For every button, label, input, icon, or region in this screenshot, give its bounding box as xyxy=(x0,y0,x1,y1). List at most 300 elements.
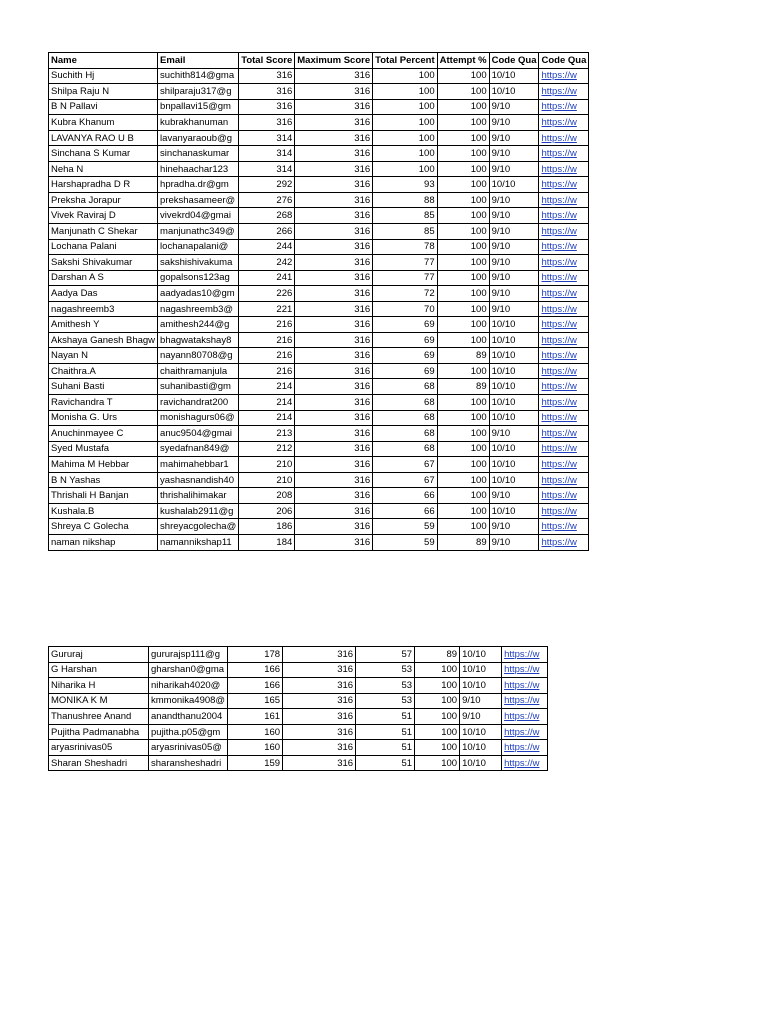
cell-email: monishagurs06@ xyxy=(158,410,239,426)
cell-maximum-score: 316 xyxy=(295,488,373,504)
cell-email: shilparaju317@g xyxy=(158,84,239,100)
table-row xyxy=(49,301,589,317)
cell-code-quality: 10/10 xyxy=(489,395,539,411)
header-attempt-percent: Attempt % xyxy=(437,53,489,69)
cell-name: Syed Mustafa xyxy=(49,441,158,457)
cell-maximum-score: 316 xyxy=(295,379,373,395)
cell-name: Vivek Raviraj D xyxy=(49,208,158,224)
cell-code-quality: 9/10 xyxy=(489,426,539,442)
cell-total-percent: 100 xyxy=(373,115,437,131)
cell-code-quality-link[interactable]: https://w xyxy=(539,130,589,146)
cell-name: Nayan N xyxy=(49,348,158,364)
cell-total-percent: 53 xyxy=(356,678,415,694)
cell-total-score: 186 xyxy=(239,519,295,535)
cell-maximum-score: 316 xyxy=(283,740,356,756)
cell-email: sakshishivakuma xyxy=(158,255,239,271)
cell-email: prekshasameer@ xyxy=(158,192,239,208)
cell-total-percent: 53 xyxy=(356,662,415,678)
cell-code-quality: 9/10 xyxy=(460,693,502,709)
cell-name: Suchith Hj xyxy=(49,68,158,84)
cell-total-percent: 67 xyxy=(373,472,437,488)
cell-email: gopalsons123ag xyxy=(158,270,239,286)
cell-code-quality-link[interactable]: https://w xyxy=(539,192,589,208)
cell-attempt-percent: 100 xyxy=(437,270,489,286)
cell-total-percent: 51 xyxy=(356,709,415,725)
cell-maximum-score: 316 xyxy=(295,441,373,457)
cell-name: Akshaya Ganesh Bhagw xyxy=(49,332,158,348)
cell-name: B N Pallavi xyxy=(49,99,158,115)
cell-code-quality-link[interactable]: https://w xyxy=(539,84,589,100)
cell-total-percent: 70 xyxy=(373,301,437,317)
cell-code-quality: 10/10 xyxy=(489,410,539,426)
cell-code-quality-link[interactable]: https://w xyxy=(539,534,589,550)
table-row xyxy=(49,693,548,709)
cell-attempt-percent: 100 xyxy=(437,130,489,146)
table-row xyxy=(49,740,548,756)
cell-total-score: 216 xyxy=(239,363,295,379)
cell-code-quality: 10/10 xyxy=(489,379,539,395)
table-row xyxy=(49,68,589,84)
header-row xyxy=(49,53,589,69)
cell-code-quality: 10/10 xyxy=(460,740,502,756)
cell-code-quality: 10/10 xyxy=(460,662,502,678)
cell-total-score: 242 xyxy=(239,255,295,271)
cell-code-quality: 9/10 xyxy=(460,709,502,725)
cell-email: hpradha.dr@gm xyxy=(158,177,239,193)
cell-maximum-score: 316 xyxy=(295,534,373,550)
cell-total-score: 266 xyxy=(239,224,295,240)
cell-total-score: 178 xyxy=(228,647,283,663)
table-row xyxy=(49,224,589,240)
cell-code-quality-link[interactable]: https://w xyxy=(539,363,589,379)
cell-name: B N Yashas xyxy=(49,472,158,488)
cell-code-quality-link[interactable]: https://w xyxy=(539,146,589,162)
cell-email: nagashreemb3@ xyxy=(158,301,239,317)
table-row xyxy=(49,317,589,333)
cell-total-score: 166 xyxy=(228,662,283,678)
cell-code-quality: 9/10 xyxy=(489,161,539,177)
cell-maximum-score: 316 xyxy=(295,503,373,519)
cell-total-percent: 59 xyxy=(373,534,437,550)
cell-name: MONIKA K M xyxy=(49,693,149,709)
cell-total-percent: 100 xyxy=(373,146,437,162)
cell-attempt-percent: 89 xyxy=(437,348,489,364)
cell-code-quality-link[interactable]: https://w xyxy=(502,662,548,678)
cell-name: Sharan Sheshadri xyxy=(49,755,149,771)
cell-email: thrishalihimakar xyxy=(158,488,239,504)
table-row xyxy=(49,503,589,519)
cell-attempt-percent: 100 xyxy=(437,488,489,504)
cell-code-quality-link[interactable]: https://w xyxy=(502,693,548,709)
cell-email: kushalab2911@g xyxy=(158,503,239,519)
cell-attempt-percent: 100 xyxy=(437,161,489,177)
cell-code-quality-link[interactable]: https://w xyxy=(502,755,548,771)
cell-total-percent: 68 xyxy=(373,441,437,457)
cell-total-percent: 100 xyxy=(373,130,437,146)
cell-maximum-score: 316 xyxy=(295,161,373,177)
cell-maximum-score: 316 xyxy=(283,662,356,678)
cell-attempt-percent: 100 xyxy=(437,68,489,84)
table-row xyxy=(49,410,589,426)
cell-total-score: 161 xyxy=(228,709,283,725)
cell-total-score: 206 xyxy=(239,503,295,519)
cell-code-quality-link[interactable]: https://w xyxy=(539,99,589,115)
cell-maximum-score: 316 xyxy=(295,286,373,302)
cell-email: amithesh244@g xyxy=(158,317,239,333)
table-row xyxy=(49,755,548,771)
cell-attempt-percent: 100 xyxy=(437,410,489,426)
cell-name: aryasrinivas05 xyxy=(49,740,149,756)
cell-code-quality: 9/10 xyxy=(489,192,539,208)
cell-total-score: 241 xyxy=(239,270,295,286)
cell-code-quality-link[interactable]: https://w xyxy=(539,224,589,240)
cell-name: Shreya C Golecha xyxy=(49,519,158,535)
cell-total-percent: 77 xyxy=(373,255,437,271)
cell-email: pujitha.p05@gm xyxy=(149,724,228,740)
cell-code-quality: 9/10 xyxy=(489,99,539,115)
cell-email: aadyadas10@gm xyxy=(158,286,239,302)
cell-maximum-score: 316 xyxy=(295,224,373,240)
cell-code-quality-link[interactable]: https://w xyxy=(539,161,589,177)
cell-attempt-percent: 100 xyxy=(437,84,489,100)
cell-code-quality-link[interactable]: https://w xyxy=(539,255,589,271)
table-row xyxy=(49,395,589,411)
cell-maximum-score: 316 xyxy=(295,192,373,208)
cell-name: Thanushree Anand xyxy=(49,709,149,725)
cell-maximum-score: 316 xyxy=(295,363,373,379)
cell-code-quality: 10/10 xyxy=(489,317,539,333)
cell-maximum-score: 316 xyxy=(283,709,356,725)
cell-total-percent: 51 xyxy=(356,724,415,740)
cell-total-score: 316 xyxy=(239,68,295,84)
cell-name: Preksha Jorapur xyxy=(49,192,158,208)
header-name: Name xyxy=(49,53,158,69)
cell-attempt-percent: 100 xyxy=(437,395,489,411)
cell-code-quality-link[interactable]: https://w xyxy=(539,410,589,426)
header-total-score: Total Score xyxy=(239,53,295,69)
cell-code-quality-link[interactable]: https://w xyxy=(502,740,548,756)
cell-attempt-percent: 100 xyxy=(437,224,489,240)
cell-code-quality: 9/10 xyxy=(489,255,539,271)
cell-code-quality-link[interactable]: https://w xyxy=(539,519,589,535)
cell-email: vivekrd04@gmai xyxy=(158,208,239,224)
cell-total-percent: 78 xyxy=(373,239,437,255)
cell-attempt-percent: 100 xyxy=(437,503,489,519)
table-row xyxy=(49,161,589,177)
cell-total-percent: 68 xyxy=(373,426,437,442)
cell-attempt-percent: 100 xyxy=(437,208,489,224)
header-code-quality-link: Code Qua xyxy=(539,53,589,69)
table-row xyxy=(49,647,548,663)
cell-maximum-score: 316 xyxy=(295,146,373,162)
cell-attempt-percent: 100 xyxy=(437,177,489,193)
cell-total-score: 226 xyxy=(239,286,295,302)
table-row xyxy=(49,363,589,379)
cell-code-quality-link[interactable]: https://w xyxy=(502,647,548,663)
cell-maximum-score: 316 xyxy=(295,99,373,115)
cell-code-quality-link[interactable]: https://w xyxy=(539,270,589,286)
cell-total-score: 212 xyxy=(239,441,295,457)
table-row xyxy=(49,441,589,457)
cell-attempt-percent: 100 xyxy=(437,363,489,379)
cell-total-score: 216 xyxy=(239,332,295,348)
cell-code-quality: 10/10 xyxy=(489,177,539,193)
table-row xyxy=(49,534,589,550)
cell-email: gharshan0@gma xyxy=(149,662,228,678)
cell-code-quality-link[interactable]: https://w xyxy=(539,379,589,395)
results-table-continued xyxy=(48,646,548,771)
cell-name: Mahima M Hebbar xyxy=(49,457,158,473)
cell-total-percent: 93 xyxy=(373,177,437,193)
cell-code-quality-link[interactable]: https://w xyxy=(539,457,589,473)
table-row xyxy=(49,177,589,193)
cell-name: Harshapradha D R xyxy=(49,177,158,193)
cell-maximum-score: 316 xyxy=(283,724,356,740)
cell-attempt-percent: 100 xyxy=(437,426,489,442)
cell-maximum-score: 316 xyxy=(283,693,356,709)
cell-total-score: 213 xyxy=(239,426,295,442)
cell-maximum-score: 316 xyxy=(295,348,373,364)
cell-email: syedafnan849@ xyxy=(158,441,239,457)
cell-total-percent: 85 xyxy=(373,224,437,240)
cell-code-quality: 10/10 xyxy=(489,68,539,84)
cell-total-percent: 77 xyxy=(373,270,437,286)
cell-maximum-score: 316 xyxy=(283,647,356,663)
cell-code-quality: 10/10 xyxy=(489,332,539,348)
table-row xyxy=(49,457,589,473)
cell-code-quality-link[interactable]: https://w xyxy=(502,709,548,725)
cell-email: kubrakhanuman xyxy=(158,115,239,131)
cell-total-percent: 69 xyxy=(373,317,437,333)
cell-email: mahimahebbar1 xyxy=(158,457,239,473)
cell-attempt-percent: 100 xyxy=(437,192,489,208)
cell-total-percent: 100 xyxy=(373,99,437,115)
cell-code-quality-link[interactable]: https://w xyxy=(539,239,589,255)
cell-name: Shilpa Raju N xyxy=(49,84,158,100)
table-row xyxy=(49,426,589,442)
cell-code-quality: 10/10 xyxy=(489,84,539,100)
cell-maximum-score: 316 xyxy=(295,301,373,317)
cell-name: Manjunath C Shekar xyxy=(49,224,158,240)
cell-total-score: 159 xyxy=(228,755,283,771)
cell-attempt-percent: 100 xyxy=(415,740,460,756)
cell-attempt-percent: 100 xyxy=(437,301,489,317)
cell-name: Sakshi Shivakumar xyxy=(49,255,158,271)
cell-code-quality: 10/10 xyxy=(489,348,539,364)
cell-total-percent: 100 xyxy=(373,84,437,100)
cell-total-score: 276 xyxy=(239,192,295,208)
cell-code-quality-link[interactable]: https://w xyxy=(539,208,589,224)
cell-name: Kushala.B xyxy=(49,503,158,519)
cell-attempt-percent: 100 xyxy=(415,693,460,709)
table-row xyxy=(49,332,589,348)
cell-maximum-score: 316 xyxy=(295,457,373,473)
cell-email: aryasrinivas05@ xyxy=(149,740,228,756)
cell-maximum-score: 316 xyxy=(295,68,373,84)
cell-code-quality-link[interactable]: https://w xyxy=(539,441,589,457)
cell-email: hinehaachar123 xyxy=(158,161,239,177)
cell-code-quality-link[interactable]: https://w xyxy=(539,286,589,302)
table-row xyxy=(49,709,548,725)
cell-email: suhanibasti@gm xyxy=(158,379,239,395)
cell-total-score: 314 xyxy=(239,161,295,177)
header-total-percent: Total Percent xyxy=(373,53,437,69)
table-row xyxy=(49,662,548,678)
cell-maximum-score: 316 xyxy=(295,208,373,224)
cell-code-quality: 10/10 xyxy=(460,755,502,771)
cell-maximum-score: 316 xyxy=(295,255,373,271)
cell-name: LAVANYA RAO U B xyxy=(49,130,158,146)
cell-attempt-percent: 100 xyxy=(437,332,489,348)
cell-attempt-percent: 100 xyxy=(415,662,460,678)
cell-maximum-score: 316 xyxy=(283,755,356,771)
cell-name: Aadya Das xyxy=(49,286,158,302)
cell-attempt-percent: 100 xyxy=(415,678,460,694)
cell-total-percent: 68 xyxy=(373,410,437,426)
cell-code-quality-link[interactable]: https://w xyxy=(539,115,589,131)
cell-total-score: 210 xyxy=(239,457,295,473)
cell-total-percent: 69 xyxy=(373,363,437,379)
cell-name: Darshan A S xyxy=(49,270,158,286)
cell-code-quality: 10/10 xyxy=(489,441,539,457)
cell-email: nayann80708@g xyxy=(158,348,239,364)
cell-name: Niharika H xyxy=(49,678,149,694)
cell-code-quality-link[interactable]: https://w xyxy=(502,724,548,740)
table-row xyxy=(49,99,589,115)
cell-email: kmmonika4908@ xyxy=(149,693,228,709)
cell-maximum-score: 316 xyxy=(295,395,373,411)
cell-code-quality-link[interactable]: https://w xyxy=(539,177,589,193)
cell-maximum-score: 316 xyxy=(295,317,373,333)
cell-total-percent: 100 xyxy=(373,161,437,177)
cell-name: Sinchana S Kumar xyxy=(49,146,158,162)
table-row xyxy=(49,208,589,224)
cell-code-quality: 9/10 xyxy=(489,286,539,302)
cell-code-quality-link[interactable]: https://w xyxy=(539,68,589,84)
cell-attempt-percent: 100 xyxy=(437,146,489,162)
cell-code-quality: 10/10 xyxy=(460,647,502,663)
cell-name: naman nikshap xyxy=(49,534,158,550)
cell-total-percent: 72 xyxy=(373,286,437,302)
table-row xyxy=(49,724,548,740)
cell-code-quality: 10/10 xyxy=(460,678,502,694)
cell-total-score: 210 xyxy=(239,472,295,488)
cell-total-score: 160 xyxy=(228,724,283,740)
cell-total-score: 214 xyxy=(239,410,295,426)
cell-total-percent: 88 xyxy=(373,192,437,208)
cell-total-score: 316 xyxy=(239,84,295,100)
cell-email: suchith814@gma xyxy=(158,68,239,84)
cell-total-percent: 69 xyxy=(373,348,437,364)
cell-total-score: 160 xyxy=(228,740,283,756)
cell-name: Neha N xyxy=(49,161,158,177)
cell-email: namannikshap11 xyxy=(158,534,239,550)
cell-attempt-percent: 100 xyxy=(437,239,489,255)
cell-code-quality-link[interactable]: https://w xyxy=(539,426,589,442)
cell-maximum-score: 316 xyxy=(295,84,373,100)
table-row xyxy=(49,239,589,255)
cell-email: bnpallavi15@gm xyxy=(158,99,239,115)
table-row xyxy=(49,488,589,504)
cell-name: Pujitha Padmanabha xyxy=(49,724,149,740)
cell-name: Chaithra.A xyxy=(49,363,158,379)
cell-total-percent: 51 xyxy=(356,755,415,771)
cell-total-score: 214 xyxy=(239,395,295,411)
cell-total-score: 314 xyxy=(239,146,295,162)
cell-email: sinchanaskumar xyxy=(158,146,239,162)
cell-code-quality: 10/10 xyxy=(489,363,539,379)
cell-total-percent: 69 xyxy=(373,332,437,348)
cell-email: gururajsp111@g xyxy=(149,647,228,663)
cell-code-quality: 9/10 xyxy=(489,146,539,162)
cell-email: anandthanu2004 xyxy=(149,709,228,725)
cell-code-quality: 10/10 xyxy=(489,503,539,519)
cell-code-quality-link[interactable]: https://w xyxy=(539,332,589,348)
cell-email: niharikah4020@ xyxy=(149,678,228,694)
cell-code-quality-link[interactable]: https://w xyxy=(539,301,589,317)
cell-total-score: 216 xyxy=(239,317,295,333)
cell-total-score: 244 xyxy=(239,239,295,255)
cell-total-score: 316 xyxy=(239,99,295,115)
cell-code-quality-link[interactable]: https://w xyxy=(539,317,589,333)
cell-total-score: 314 xyxy=(239,130,295,146)
cell-attempt-percent: 100 xyxy=(437,472,489,488)
cell-total-percent: 57 xyxy=(356,647,415,663)
table-row xyxy=(49,678,548,694)
cell-code-quality-link[interactable]: https://w xyxy=(539,395,589,411)
cell-attempt-percent: 100 xyxy=(437,317,489,333)
cell-total-score: 166 xyxy=(228,678,283,694)
cell-total-percent: 100 xyxy=(373,68,437,84)
table-row xyxy=(49,84,589,100)
cell-code-quality: 9/10 xyxy=(489,239,539,255)
cell-email: lochanapalani@ xyxy=(158,239,239,255)
cell-attempt-percent: 100 xyxy=(437,115,489,131)
cell-email: manjunathc349@ xyxy=(158,224,239,240)
cell-attempt-percent: 89 xyxy=(437,534,489,550)
cell-code-quality: 9/10 xyxy=(489,488,539,504)
cell-code-quality-link[interactable]: https://w xyxy=(539,488,589,504)
cell-attempt-percent: 89 xyxy=(415,647,460,663)
cell-name: Gururaj xyxy=(49,647,149,663)
cell-attempt-percent: 100 xyxy=(415,709,460,725)
cell-name: Anuchinmayee C xyxy=(49,426,158,442)
table-row xyxy=(49,472,589,488)
cell-attempt-percent: 100 xyxy=(437,441,489,457)
cell-maximum-score: 316 xyxy=(295,426,373,442)
cell-name: nagashreemb3 xyxy=(49,301,158,317)
cell-code-quality-link[interactable]: https://w xyxy=(539,472,589,488)
cell-attempt-percent: 100 xyxy=(437,519,489,535)
cell-attempt-percent: 100 xyxy=(437,457,489,473)
cell-attempt-percent: 100 xyxy=(415,724,460,740)
header-code-quality: Code Qua xyxy=(489,53,539,69)
cell-name: Ravichandra T xyxy=(49,395,158,411)
cell-total-percent: 53 xyxy=(356,693,415,709)
header-maximum-score: Maximum Score xyxy=(295,53,373,69)
cell-code-quality-link[interactable]: https://w xyxy=(539,503,589,519)
cell-code-quality: 9/10 xyxy=(489,208,539,224)
cell-code-quality-link[interactable]: https://w xyxy=(502,678,548,694)
table-row xyxy=(49,348,589,364)
cell-attempt-percent: 89 xyxy=(437,379,489,395)
cell-code-quality: 9/10 xyxy=(489,115,539,131)
cell-maximum-score: 316 xyxy=(295,115,373,131)
cell-code-quality-link[interactable]: https://w xyxy=(539,348,589,364)
cell-code-quality: 9/10 xyxy=(489,130,539,146)
cell-code-quality: 9/10 xyxy=(489,301,539,317)
cell-name: Kubra Khanum xyxy=(49,115,158,131)
